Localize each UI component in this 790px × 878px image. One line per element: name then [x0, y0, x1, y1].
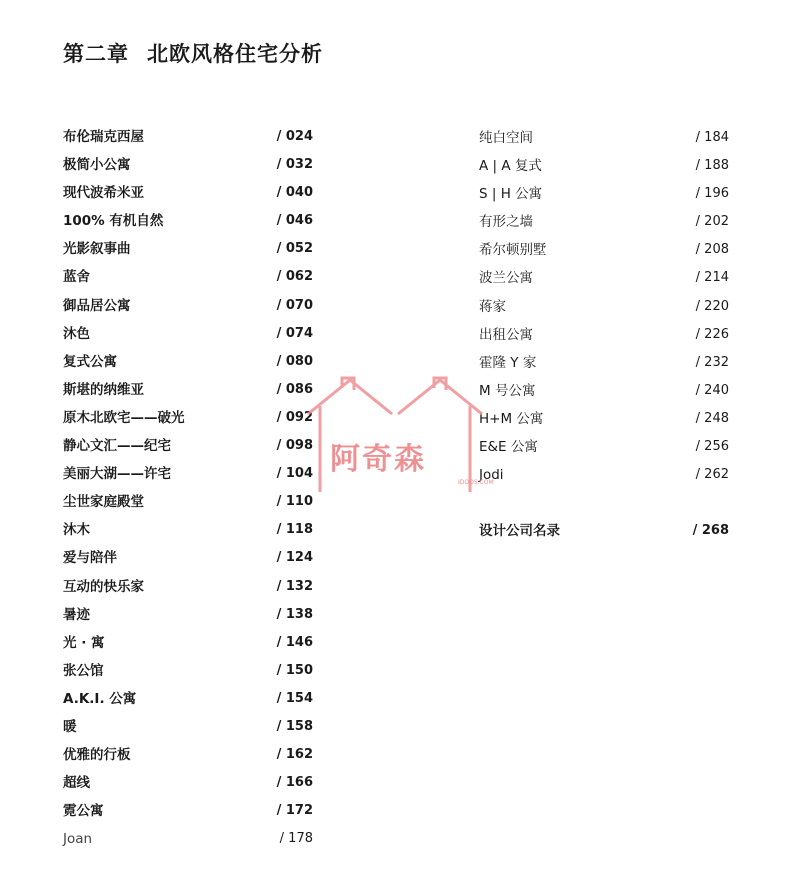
toc-entry	[63, 601, 313, 629]
watermark-small-text: IDOOS.COM	[458, 479, 494, 486]
toc-entry-title: 暑迹	[63, 606, 90, 623]
toc-entry-title: A.K.I. 公寓	[63, 690, 137, 707]
toc-entry-page: / 092	[276, 409, 313, 425]
toc-entry-page: / 040	[276, 185, 313, 201]
toc-entry	[479, 124, 729, 152]
toc-entry	[63, 263, 313, 291]
toc-entry-title: 出租公寓	[479, 326, 533, 343]
toc-entry-page: / 062	[276, 269, 313, 285]
toc-entry-page: / 208	[695, 242, 729, 258]
toc-entry-title: 霍隆 Y 家	[479, 354, 537, 371]
toc-entry	[63, 207, 313, 235]
page-title	[63, 38, 323, 68]
toc-entry-page: / 268	[692, 523, 729, 539]
toc-entry-title: 优雅的行板	[63, 747, 131, 764]
toc-entry-page: / 248	[695, 410, 729, 426]
toc-entry	[479, 433, 729, 461]
toc-entry-page: / 256	[695, 439, 729, 455]
toc-entry	[63, 797, 313, 825]
toc-entry-page: / 166	[276, 775, 313, 791]
toc-entry-page: / 086	[276, 381, 313, 397]
toc-entry-page: / 080	[276, 353, 313, 369]
toc-entry	[63, 404, 313, 432]
toc-entry-page: / 074	[276, 325, 313, 341]
toc-entry-title: 霓公寓	[63, 803, 104, 820]
toc-entry	[63, 235, 313, 263]
toc-entry	[63, 544, 313, 572]
toc-entry-title: 希尔顿别墅	[479, 242, 547, 259]
toc-entry-page: / 172	[276, 803, 313, 819]
toc-entry-title: 超线	[63, 775, 90, 792]
toc-entry	[63, 348, 313, 376]
toc-entry	[479, 461, 729, 489]
toc-entry	[63, 292, 313, 320]
toc-entry-page: / 214	[695, 270, 729, 286]
toc-entry-page: / 124	[276, 550, 313, 566]
toc-entry-title: 张公馆	[63, 662, 104, 679]
toc-entry	[63, 516, 313, 544]
toc-entry-title: 有形之墙	[479, 214, 533, 231]
toc-entry-title: M 号公寓	[479, 382, 536, 399]
toc-entry-page: / 162	[276, 747, 313, 763]
toc-left-column	[63, 123, 313, 853]
toc-entry-page: / 110	[276, 494, 313, 510]
toc-entry-title: 斯堪的纳维亚	[63, 381, 144, 398]
toc-entry	[63, 825, 313, 853]
toc-entry-page: / 240	[695, 382, 729, 398]
toc-entry	[63, 179, 313, 207]
watermark-text: 阿奇森	[330, 442, 426, 477]
toc-entry	[479, 152, 729, 180]
toc-entry-page: / 178	[279, 831, 313, 847]
toc-entry	[63, 320, 313, 348]
toc-entry-title: A | A 复式	[479, 158, 542, 175]
toc-entry-page: / 220	[695, 298, 729, 314]
toc-entry	[63, 432, 313, 460]
toc-entry-title: 现代波希米亚	[63, 185, 144, 202]
toc-entry-page: / 150	[276, 662, 313, 678]
toc-entry-title: Jodi	[479, 467, 504, 484]
toc-entry	[63, 713, 313, 741]
toc-entry-title: 蓝舍	[63, 269, 90, 286]
toc-entry-page: / 132	[276, 578, 313, 594]
toc-entry	[63, 123, 313, 151]
toc-entry	[63, 460, 313, 488]
toc-entry-page: / 046	[276, 213, 313, 229]
toc-entry-page: / 104	[276, 466, 313, 482]
toc-entry-page: / 032	[276, 157, 313, 173]
toc-entry	[479, 208, 729, 236]
toc-entry	[479, 321, 729, 349]
toc-entry	[479, 264, 729, 292]
toc-entry-page: / 262	[695, 467, 729, 483]
toc-entry-title: 100% 有机自然	[63, 213, 164, 230]
toc-entry-page: / 098	[276, 438, 313, 454]
toc-entry-title: 沐色	[63, 325, 90, 342]
toc-entry-title: 尘世家庭殿堂	[63, 494, 144, 511]
toc-entry	[479, 180, 729, 208]
toc-entry-title: Joan	[63, 831, 93, 848]
toc-entry-page: / 184	[695, 130, 729, 145]
toc-entry-page: / 196	[695, 186, 729, 202]
toc-entry-title: 爱与陪伴	[63, 550, 117, 567]
toc-entry-title: 沐木	[63, 522, 90, 539]
toc-entry-page: / 226	[695, 326, 729, 342]
toc-entry-title: 美丽大湖——许宅	[63, 466, 171, 483]
toc-entry-title: 静心文汇——纪宅	[63, 438, 171, 455]
toc-entry	[479, 293, 729, 321]
toc-entry-title: 极简小公寓	[63, 157, 131, 174]
toc-entry	[63, 741, 313, 769]
toc-entry-title: 波兰公寓	[479, 270, 533, 287]
toc-entry-title: S | H 公寓	[479, 186, 543, 203]
toc-entry-title: 暖	[63, 718, 77, 735]
toc-entry-title: 御品居公寓	[63, 297, 131, 314]
toc-entry-title: 布伦瑞克西屋	[63, 129, 144, 145]
toc-entry	[63, 769, 313, 797]
toc-entry	[63, 685, 313, 713]
chapter-number: 第二章	[63, 42, 129, 66]
toc-entry-page: / 158	[276, 718, 313, 734]
toc-entry-title: 复式公寓	[63, 353, 117, 370]
toc-entry-title: H+M 公寓	[479, 410, 544, 427]
toc-entry-title: 蒋家	[479, 298, 506, 315]
toc-entry	[63, 573, 313, 601]
toc-entry	[479, 349, 729, 377]
toc-entry-title: 光 · 寓	[63, 634, 105, 651]
toc-entry-page: / 146	[276, 634, 313, 650]
toc-entry-title: 纯白空间	[479, 130, 533, 146]
spacer	[479, 489, 729, 517]
toc-entry-page: / 154	[276, 690, 313, 706]
toc-entry	[479, 377, 729, 405]
toc-entry-title: 互动的快乐家	[63, 578, 144, 595]
toc-entry-page: / 202	[695, 214, 729, 230]
toc-entry-title: E&E 公寓	[479, 439, 538, 456]
toc-entry	[63, 629, 313, 657]
toc-entry	[479, 517, 729, 545]
toc-entry-page: / 024	[276, 129, 313, 144]
toc-entry-page: / 070	[276, 297, 313, 313]
toc-entry-page: / 138	[276, 606, 313, 622]
toc-entry	[63, 657, 313, 685]
toc-entry	[63, 488, 313, 516]
toc-entry-title: 光影叙事曲	[63, 241, 131, 258]
toc-entry-page: / 188	[695, 158, 729, 174]
chapter-name: 北欧风格住宅分析	[147, 42, 323, 66]
toc-entry-title: 原木北欧宅——破光	[63, 409, 185, 426]
toc-entry	[479, 236, 729, 264]
toc-entry-title: 设计公司名录	[479, 523, 560, 540]
toc-entry-page: / 118	[276, 522, 313, 538]
toc-entry	[63, 151, 313, 179]
toc-entry	[479, 405, 729, 433]
toc-entry-page: / 232	[695, 354, 729, 370]
toc-right-column	[479, 124, 729, 545]
toc-entry	[63, 376, 313, 404]
toc-entry-page: / 052	[276, 241, 313, 257]
